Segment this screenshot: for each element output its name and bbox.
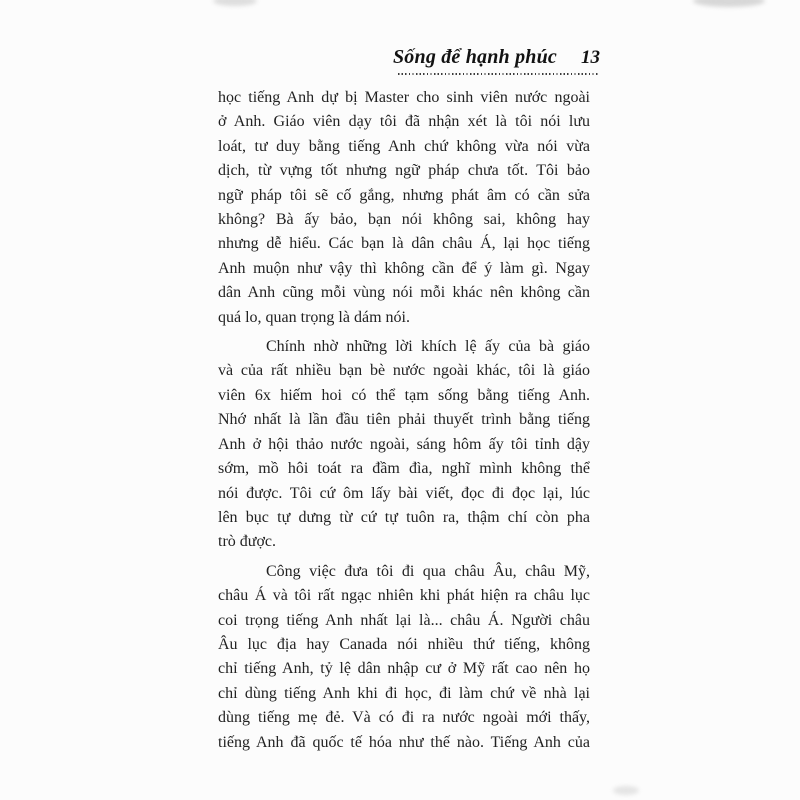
running-title: Sống để hạnh phúc	[392, 46, 557, 68]
text-line: Âu lục địa hay Canada nói nhiều thứ tiếng, không	[218, 635, 590, 653]
text-line: Anh ở hội thảo nước ngoài, sáng hôm ấy tôi tỉnh dậy	[218, 435, 590, 453]
scan-smudge-top-right	[693, 0, 765, 7]
text-line: ngữ pháp tôi sẽ cố gắng, nhưng phát âm có cần sửa	[218, 186, 590, 204]
paragraph	[218, 560, 590, 755]
text-line: không? Bà ấy bảo, bạn nói không sai, không hay	[218, 211, 590, 229]
paragraph	[218, 335, 590, 555]
text-line: viên 6x hiếm hoi có thể tạm sống bằng tiếng Anh.	[218, 386, 590, 404]
text-line: loát, tư duy bằng tiếng Anh chứ không vừa nói vừa	[218, 137, 590, 155]
text-line: nhưng dễ hiểu. Các bạn là dân châu Á, lại học tiếng	[218, 235, 590, 253]
text-line: coi trọng tiếng Anh nhất lại là... châu Á. Người châu	[218, 611, 590, 629]
scan-smudge-top-left	[213, 0, 257, 6]
text-line: Anh muộn như vậy thì không cần để ý làm gì. Ngay	[218, 259, 590, 277]
scan-smudge-bottom-right	[613, 786, 639, 795]
text-line: nói được. Tôi cứ ôm lấy bài viết, đọc đi đọc lại, lúc	[218, 484, 590, 502]
text-line: dịch, từ vựng tốt nhưng ngữ pháp chưa tốt. Tôi bảo	[218, 162, 590, 180]
text-line: Chính nhờ những lời khích lệ ấy của bà giáo	[266, 338, 590, 356]
text-line: ở Anh. Giáo viên dạy tôi đã nhận xét là tôi nói lưu	[218, 113, 590, 131]
running-head	[330, 46, 600, 69]
paragraph	[218, 86, 590, 330]
dotted-rule	[398, 73, 599, 75]
text-line: châu Á và tôi rất ngạc nhiên khi phát hiện ra châu lục	[218, 587, 590, 605]
text-line: và của rất nhiều bạn bè nước ngoài khác, tôi là giáo	[218, 362, 590, 380]
text-line: học tiếng Anh dự bị Master cho sinh viên nước ngoài	[218, 89, 590, 106]
text-line: tiếng Anh đã quốc tế hóa như thế nào. Tiếng Anh của	[218, 733, 590, 751]
text-line: dân Anh cũng mỗi vùng nói mỗi khác nên không cần	[218, 284, 590, 302]
text-line: quá lo, quan trọng là dám nói.	[218, 308, 410, 326]
page-body	[218, 86, 590, 755]
text-line: Công việc đưa tôi đi qua châu Âu, châu Mỹ,	[266, 562, 590, 580]
text-line: chỉ tiếng Anh, tỷ lệ dân nhập cư ở Mỹ rất cao nên họ	[218, 660, 590, 678]
text-line: sớm, mồ hôi toát ra đầm đìa, nghĩ mình không thể	[218, 460, 590, 478]
text-line: chỉ dùng tiếng Anh khi đi học, đi làm chứ về nhà lại	[218, 684, 590, 702]
text-line: lên bục tự dưng từ cứ tự tuôn ra, thậm chí còn pha	[218, 508, 590, 526]
text-line: trò được.	[218, 533, 277, 551]
page-number: 13	[581, 47, 600, 68]
text-line: Nhớ nhất là lần đầu tiên phải thuyết trình bằng tiếng	[218, 411, 590, 429]
text-line: dùng tiếng mẹ đẻ. Và có đi ra nước ngoài mới thấy,	[218, 709, 590, 727]
